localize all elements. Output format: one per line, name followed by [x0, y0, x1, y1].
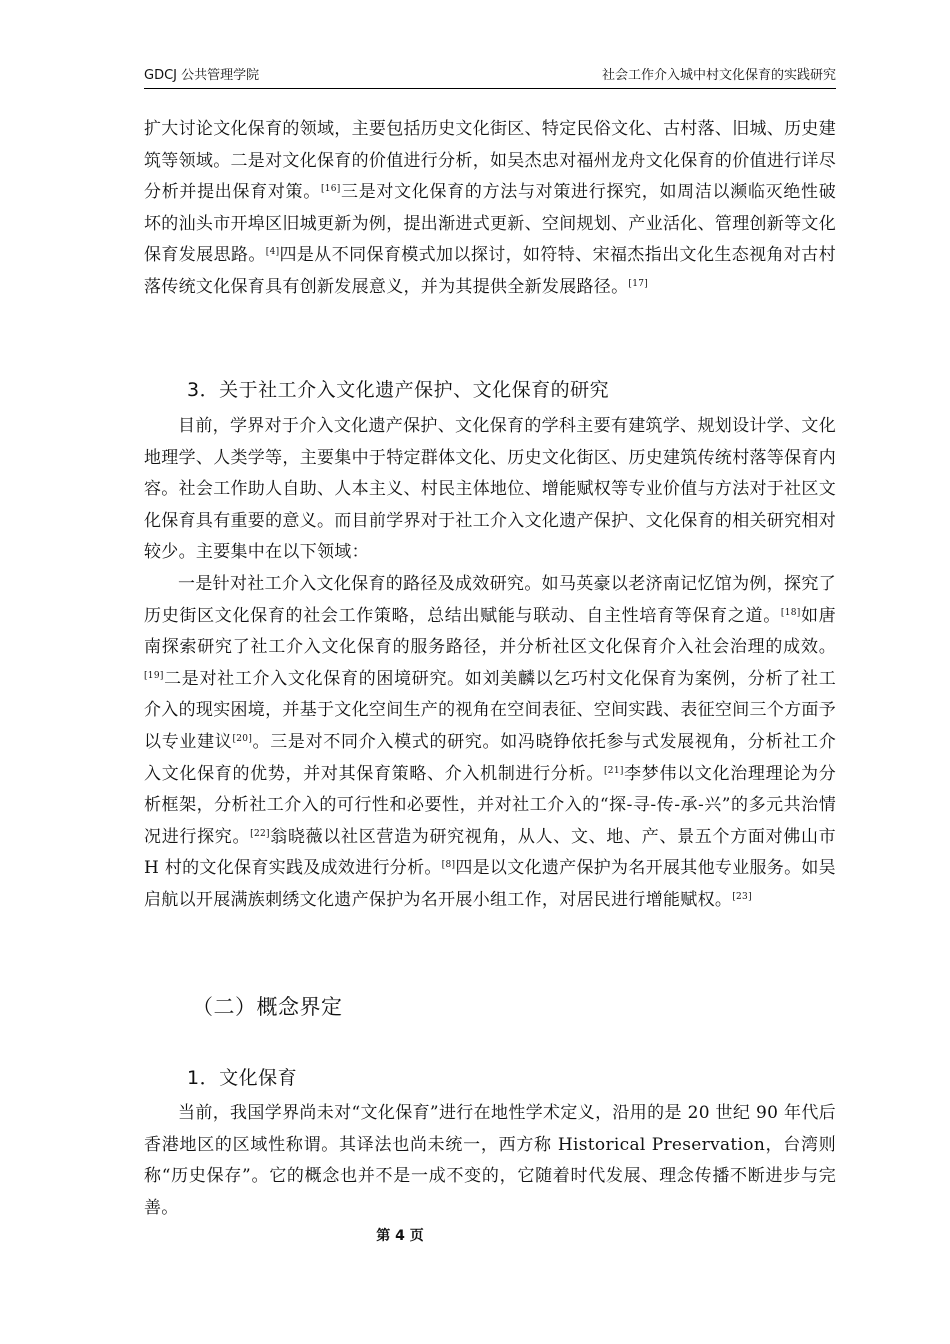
paragraph-text: 。三是对不同介入模式的研究。如冯晓铮依托参与式发展视角，分析社工介入文化保育的优势，并对其保育策略、介入机制进行分析。	[144, 731, 836, 784]
paragraph-text: 当前，我国学界尚未对“文化保育”进行在地性学术定义，沿用的是 20 世纪 90 年代后香港地区的区域性称谓。其译法也尚未统一，西方称 Historical Preservation，台湾则称“历史保存”。它的概念也并不是一成不变的，它随着时代发展、理念传播不断进步与完善。	[144, 1103, 836, 1218]
paragraph-text: 李梦伟以文化治理理论为分析框架，分析社工介入的可行性和必要性，并对社工介入的“探-寻-传-承-兴”的多元共治情况进行探究。	[144, 763, 836, 847]
paragraph-text: 翁晓薇以社区营造为研究视角，从人、文、地、产、景五个方面对佛山市 H 村的文化保育实践及成效进行分析。	[144, 826, 836, 879]
chapter-heading: （二）概念界定	[192, 995, 343, 1019]
citation: [8]	[441, 860, 456, 871]
citation: [19]	[144, 670, 164, 681]
paragraph-text: 四是以文化遗产保护为名开展其他专业服务。如吴启航以开展满族刺绣文化遗产保护为名开展小组工作，对居民进行增能赋权。	[144, 858, 836, 910]
paragraph-definition	[144, 1098, 836, 1224]
header-institution: GDCJ 公共管理学院	[144, 68, 260, 83]
paragraph-text: 扩大讨论文化保育的领域，主要包括历史文化街区、特定民俗文化、古村落、旧城、历史建筑等领域。二是对文化保育的价值进行分析，如吴杰忠对福州龙舟文化保育的价值进行详尽分析并提出保育对策。	[144, 119, 836, 203]
section-heading: 3．关于社工介入文化遗产保护、文化保育的研究	[187, 379, 610, 401]
citation: [20]	[232, 733, 253, 744]
citation: [17]	[628, 278, 649, 289]
paragraph-text: 四是从不同保育模式加以探讨，如符特、宋福杰指出文化生态视角对古村落传统文化保育具有创新发展意义，并为其提供全新发展路径。	[144, 245, 836, 297]
citation: [16]	[320, 184, 341, 195]
paragraph-text: 三是对文化保育的方法与对策进行探究，如周洁以濒临灭绝性破坏的汕头市开埠区旧城更新为例，提出渐进式更新、空间规划、产业活化、管理创新等文化保育发展思路。	[144, 182, 837, 266]
page-header	[144, 66, 836, 89]
citation: [21]	[604, 765, 624, 776]
subsection-heading: 1．文化保育	[187, 1067, 298, 1089]
paragraph-continued	[144, 114, 836, 304]
page-number: 第 4 页	[376, 1228, 424, 1244]
citation: [4]	[265, 247, 280, 258]
paragraph-text: 一是针对社工介入文化保育的路径及成效研究。如马英豪以老济南记忆馆为例，探究了历史街区文化保育的社会工作策略，总结出赋能与联动、自主性培育等保育之道。	[144, 573, 836, 626]
paragraph-text: 目前，学界对于介入文化遗产保护、文化保育的学科主要有建筑学、规划设计学、文化地理学、人类学等，主要集中于特定群体文化、历史文化街区、历史建筑传统村落等保育内容。社会工作助人自助、人本主义、村民主体地位、增能赋权等专业价值与方法对于社区文化保育具有重要的意义。而目前学界对于社工介入文化遗产保护、文化保育的相关研究相对较少。主要集中在以下领域：	[144, 416, 836, 563]
paragraph-intro	[144, 411, 836, 917]
citation: [23]	[732, 891, 752, 902]
header-paper-title: 社会工作介入城中村文化保育的实践研究	[601, 68, 836, 83]
citation: [18]	[780, 607, 801, 618]
citation: [22]	[250, 828, 270, 839]
paragraph-text: 如唐南探索研究了社工介入文化保育的服务路径，并分析社区文化保育介入社会治理的成效。	[144, 605, 836, 658]
paragraph-text: 二是对社工介入文化保育的困境研究。如刘美麟以乞巧村文化保育为案例，分析了社工介入的现实困境，并基于文化空间生产的视角在空间表征、空间实践、表征空间三个方面予以专业建议	[144, 668, 836, 752]
